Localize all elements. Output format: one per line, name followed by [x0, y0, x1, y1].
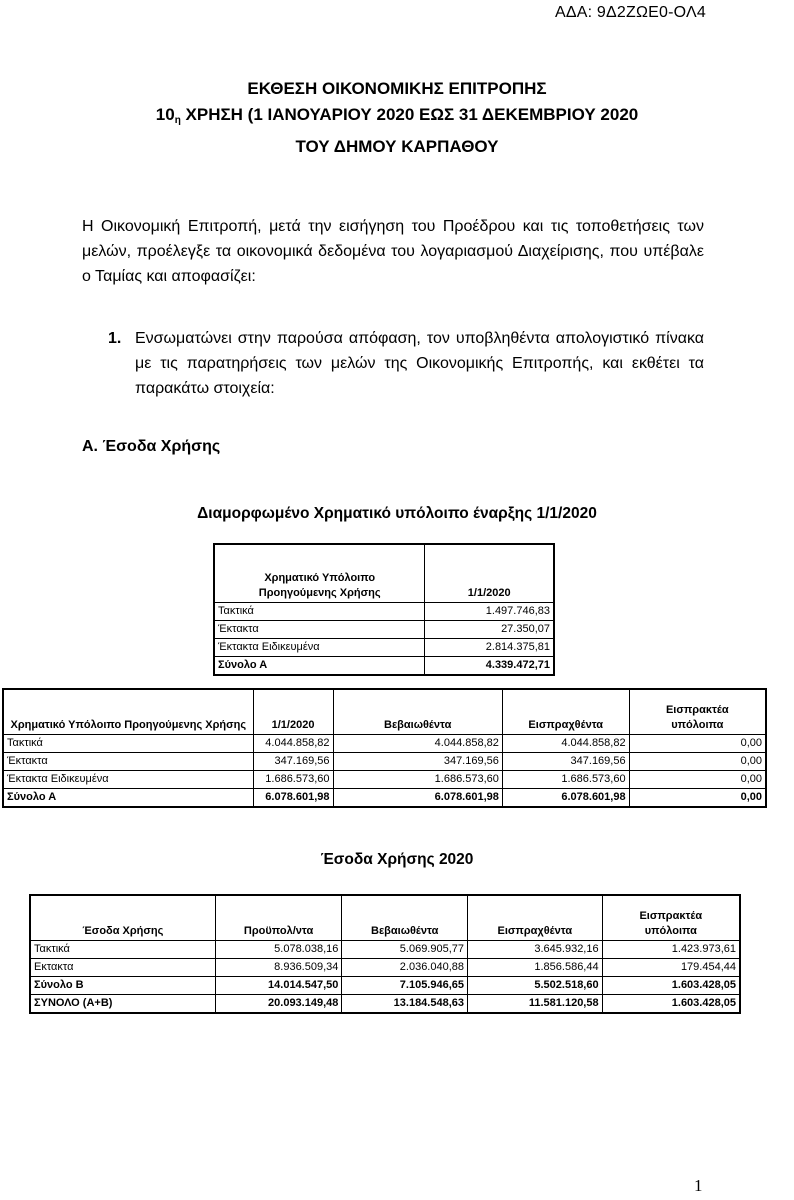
table-row — [214, 638, 554, 656]
table-cell: Τακτικά — [214, 602, 425, 620]
table-cell: 6.078.601,98 — [333, 788, 502, 807]
table-header: Προϋπολ/ντα — [215, 895, 342, 940]
title-line-3: ΤΟΥ ΔΗΜΟΥ ΚΑΡΠΑΘΟΥ — [295, 137, 499, 156]
opening-balance-table — [213, 543, 555, 676]
table-cell: 13.184.548,63 — [342, 994, 468, 1013]
table-cell: 1.497.746,83 — [425, 602, 554, 620]
table-cell: 1.686.573,60 — [333, 770, 502, 788]
table-cell: 347.169,56 — [253, 752, 333, 770]
table-header: Εισπρακτέα υπόλοιπα — [629, 689, 766, 734]
table-header: Εισπραχθέντα — [468, 895, 603, 940]
item-number: 1. — [108, 330, 122, 347]
table-total-row — [214, 656, 554, 675]
table-cell: 2.814.375,81 — [425, 638, 554, 656]
table-cell: 27.350,07 — [425, 620, 554, 638]
table-cell: Εκτακτα — [30, 958, 215, 976]
table-cell: Σύνολο Α — [3, 788, 253, 807]
revenue-2020-table — [29, 894, 741, 1014]
table-cell: Έκτακτα — [3, 752, 253, 770]
table-row — [3, 770, 766, 788]
table-cell: 4.044.858,82 — [253, 734, 333, 752]
document-title — [0, 76, 794, 160]
table-cell: 2.036.040,88 — [342, 958, 468, 976]
table-cell: 5.502.518,60 — [468, 976, 603, 994]
table-cell: 6.078.601,98 — [502, 788, 629, 807]
table-header: Χρηματικό Υπόλοιπο Προηγούμενης Χρήσης — [3, 689, 253, 734]
title-period: ΧΡΗΣΗ (1 ΙΑΝΟΥΑΡΙΟΥ 2020 ΕΩΣ 31 ΔΕΚΕΜΒΡΙΟΥ 2020 — [180, 105, 639, 124]
table-header: Εισπρακτέα υπόλοιπα — [602, 895, 740, 940]
table-total-row — [3, 788, 766, 807]
table1-caption: Διαμορφωμένο Χρηματικό υπόλοιπο έναρξης 1/1/2020 — [197, 505, 597, 522]
table-row — [3, 734, 766, 752]
table-cell: 5.078.038,16 — [215, 940, 342, 958]
table-cell: 4.339.472,71 — [425, 656, 554, 675]
section-heading: Α. Έσοδα Χρήσης — [82, 438, 221, 455]
table-cell: 20.093.149,48 — [215, 994, 342, 1013]
table-cell: Σύνολο Α — [214, 656, 425, 675]
title-ordinal-suffix: η — [174, 115, 181, 126]
table-header: 1/1/2020 — [253, 689, 333, 734]
table-cell: 1.603.428,05 — [602, 976, 740, 994]
previous-balance-table — [2, 688, 767, 808]
table-cell: 6.078.601,98 — [253, 788, 333, 807]
title-year-number: 10 — [155, 105, 175, 124]
table-header: Βεβαιωθέντα — [333, 689, 502, 734]
table-cell: 1.603.428,05 — [602, 994, 740, 1013]
title-line-1: ΕΚΘΕΣΗ ΟΙΚΟΝΟΜΙΚΗΣ ΕΠΙΤΡΟΠΗΣ — [247, 79, 547, 98]
table-cell: Έκτακτα — [214, 620, 425, 638]
table-cell: 4.044.858,82 — [333, 734, 502, 752]
table-cell: 14.014.547,50 — [215, 976, 342, 994]
table-cell: Έκτακτα Ειδικευμένα — [214, 638, 425, 656]
intro-paragraph: Η Οικονομική Επιτροπή, μετά την εισήγηση του Προέδρου και τις τοποθετήσεις των μελών, προέλεγξε τα οικονομικά δεδομένα του λογαριασμού Διαχείρισης, που υπέβαλε ο Ταμίας και αποφασίζει: — [82, 218, 704, 285]
table-cell: 347.169,56 — [333, 752, 502, 770]
table-cell: 0,00 — [629, 788, 766, 807]
table-cell: 0,00 — [629, 752, 766, 770]
table3-caption: Έσοδα Χρήσης 2020 — [320, 851, 474, 868]
table-cell: Σύνολο Β — [30, 976, 215, 994]
table-cell: ΣΥΝΟΛΟ (Α+Β) — [30, 994, 215, 1013]
table-cell: Τακτικά — [3, 734, 253, 752]
table-cell: 3.645.932,16 — [468, 940, 603, 958]
table-cell: 4.044.858,82 — [502, 734, 629, 752]
table-cell: 347.169,56 — [502, 752, 629, 770]
ada-code: ΑΔΑ: 9Δ2ΖΩΕ0-ΟΛ4 — [555, 4, 706, 21]
table-cell: Τακτικά — [30, 940, 215, 958]
table-total-row — [30, 976, 740, 994]
table-row — [3, 752, 766, 770]
table-cell: 5.069.905,77 — [342, 940, 468, 958]
table-header: 1/1/2020 — [425, 544, 554, 602]
table-cell: 11.581.120,58 — [468, 994, 603, 1013]
table-header: Βεβαιωθέντα — [342, 895, 468, 940]
table-row — [30, 940, 740, 958]
table-row — [30, 958, 740, 976]
table-header: Εισπραχθέντα — [502, 689, 629, 734]
page-number: 1 — [694, 1176, 703, 1195]
table-cell: 0,00 — [629, 734, 766, 752]
table-cell: 7.105.946,65 — [342, 976, 468, 994]
item-text: Ενσωματώνει στην παρούσα απόφαση, τον υποβληθέντα απολογιστικό πίνακα με τις παρατηρήσεις των μελών της Οικονομικής Επιτροπής, και εκθέτει τα παρακάτω στοιχεία: — [135, 330, 704, 397]
table-cell: 1.423.973,61 — [602, 940, 740, 958]
table-cell: 179.454,44 — [602, 958, 740, 976]
table-grand-total-row — [30, 994, 740, 1013]
table-cell: Έκτακτα Ειδικευμένα — [3, 770, 253, 788]
title-line-2 — [0, 102, 794, 134]
table-cell: 1.686.573,60 — [502, 770, 629, 788]
table-cell: 1.686.573,60 — [253, 770, 333, 788]
table-row — [214, 602, 554, 620]
table-row — [214, 620, 554, 638]
table-cell: 1.856.586,44 — [468, 958, 603, 976]
table-header: Έσοδα Χρήσης — [30, 895, 215, 940]
table-cell: 0,00 — [629, 770, 766, 788]
table-header: Χρηματικό Υπόλοιπο Προηγούμενης Χρήσης — [214, 544, 425, 602]
table-cell: 8.936.509,34 — [215, 958, 342, 976]
